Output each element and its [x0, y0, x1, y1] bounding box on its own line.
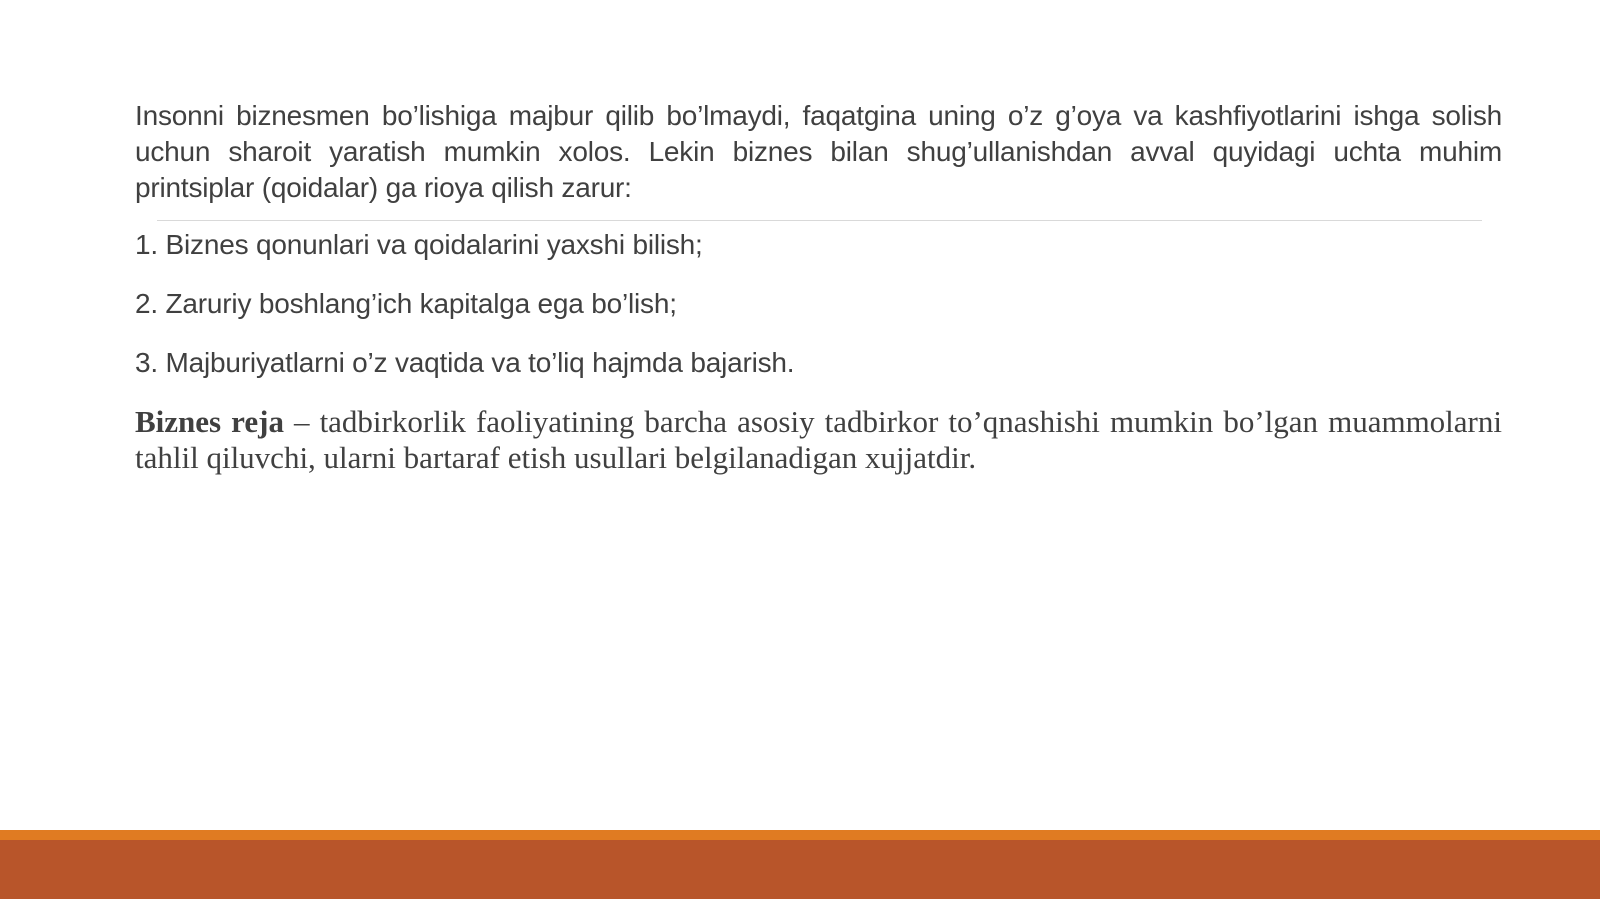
definition-term: Biznes reja	[135, 404, 284, 439]
footer-bar	[0, 840, 1600, 899]
list-item: 1. Biznes qonunlari va qoidalarini yaxshi bilish;	[135, 229, 703, 260]
divider-line	[157, 220, 1482, 221]
definition-paragraph	[135, 404, 1502, 476]
intro-paragraph: Insonni biznesmen bo’lishiga majbur qilib bo’lmaydi, faqatgina uning o’z g’oya va kashfiyotlarini ishga solish uchun sharoit yaratish mumkin xolos. Lekin biznes bilan shug’ullanishdan avval quyidagi uchta muhim printsiplar (qoidalar) ga rioya qilish zarur:	[135, 100, 1502, 203]
footer-accent-strip	[0, 830, 1600, 840]
slide-content	[135, 98, 1502, 476]
list-item: 3. Majburiyatlarni o’z vaqtida va to’liq hajmda bajarish.	[135, 347, 795, 378]
definition-text: – tadbirkorlik faoliyatining barcha asosiy tadbirkor to’qnashishi mumkin bo’lgan muammolarni tahlil qiluvchi, ularni bartaraf etish usullari belgilanadigan xujjatdir.	[135, 404, 1502, 475]
list-item: 2. Zaruriy boshlang’ich kapitalga ega bo’lish;	[135, 288, 677, 319]
